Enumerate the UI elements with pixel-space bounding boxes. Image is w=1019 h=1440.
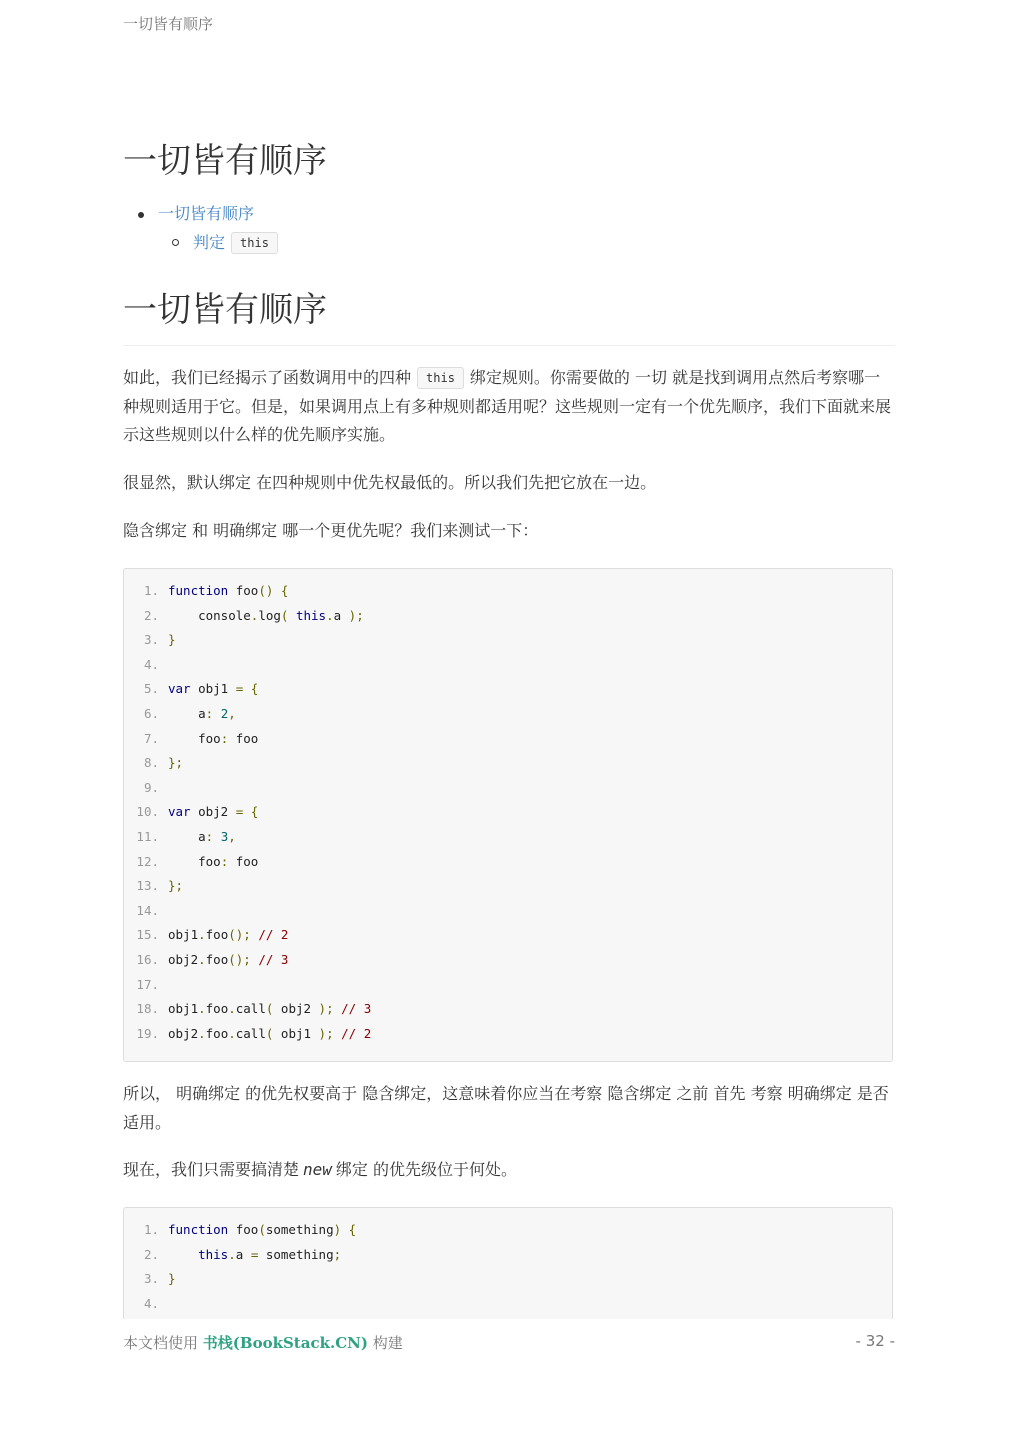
code-token: { (280, 583, 289, 598)
code-token: ( (258, 1222, 266, 1237)
code-token (213, 829, 221, 844)
code-token: var (168, 681, 191, 697)
code-token: 3 (220, 828, 229, 844)
code-token: console (168, 607, 251, 623)
inline-code: this (417, 367, 464, 389)
line-number: 3. (143, 1271, 159, 1287)
code-token (334, 1001, 342, 1016)
code-line (124, 776, 892, 801)
line-number: 8. (143, 755, 159, 771)
toc-subitem (158, 230, 284, 256)
code-token: . (326, 607, 334, 623)
footer-brand-link[interactable]: 书栈(BookStack.CN) (202, 1334, 368, 1352)
code-token: obj1 (273, 1025, 319, 1041)
code-line (124, 604, 892, 629)
code-token: foo (205, 951, 229, 967)
code-token: 2 (220, 705, 229, 721)
code-token: a (235, 1246, 251, 1262)
code-token: obj2 (168, 951, 199, 967)
code-token: : (205, 705, 214, 721)
line-number: 2. (143, 1246, 159, 1262)
code-line (124, 628, 892, 653)
code-line (124, 1267, 892, 1292)
paragraph-conclusion: 所以， 明确绑定 的优先权要高于 隐含绑定，这意味着你应当在考察 隐含绑定 之前 首先 考察 明确绑定 是否适用。 (123, 1084, 889, 1132)
line-number: 14. (136, 902, 159, 918)
code-line (124, 1243, 892, 1268)
line-number: 16. (136, 951, 159, 967)
code-token: = (235, 681, 244, 697)
code-line (124, 1218, 892, 1243)
code-line (124, 923, 892, 948)
line-number: 19. (136, 1025, 159, 1041)
code-token: call (235, 1001, 266, 1017)
code-token: obj2 (168, 1025, 199, 1041)
code-token: a (168, 828, 206, 844)
code-line (124, 653, 892, 678)
paragraph-text: 绑定规则。你需要做的 一切 就是找到调用点然后考察哪一种规则适用于它。但是，如果调用点上有多种规则都适用呢？这些规则一定有一个优先顺序，我们下面就来展示这些规则以什么样的优先顺序实施。 (123, 368, 892, 444)
line-number: 2. (143, 607, 159, 623)
code-token: obj1 (168, 927, 199, 943)
line-number: 17. (136, 976, 159, 992)
line-number: 13. (136, 878, 159, 894)
code-line (124, 948, 892, 973)
code-token: something (265, 1222, 334, 1237)
code-token: . (250, 607, 259, 623)
code-token: foo (205, 1001, 229, 1017)
code-token: () (258, 583, 274, 598)
code-line (124, 825, 892, 850)
code-token: = (235, 804, 244, 820)
code-token: something (258, 1246, 334, 1262)
document-title: 一切皆有顺序 (123, 141, 327, 181)
paragraph-text: 绑定 的优先级位于何处。 (335, 1160, 518, 1179)
line-number: 3. (143, 632, 159, 648)
section-heading: 一切皆有顺序 (123, 288, 895, 346)
paragraph-default-binding: 很显然，默认绑定 在四种规则中优先权最低的。所以我们先把它放在一边。 (123, 473, 657, 492)
code-token: . (198, 927, 206, 943)
code-token: obj1 (190, 681, 236, 697)
code-token: { (250, 804, 259, 820)
code-token: this (295, 607, 327, 623)
line-number: 1. (143, 1222, 159, 1237)
footer-suffix: 构建 (372, 1334, 403, 1352)
code-token: , (228, 828, 236, 844)
inline-code: this (231, 232, 278, 254)
code-token: foo (228, 1222, 259, 1237)
code-token (288, 608, 296, 623)
code-token: foo (168, 730, 221, 746)
toc-item (123, 202, 284, 256)
code-token (334, 1026, 342, 1041)
code-line (124, 677, 892, 702)
code-token: obj1 (168, 1001, 199, 1017)
code-line (124, 850, 892, 875)
code-token: { (250, 681, 259, 697)
line-number: 6. (143, 705, 159, 721)
code-token: call (235, 1025, 266, 1041)
emphasis-new: new (303, 1160, 332, 1179)
paragraph-text: 现在，我们只需要搞清楚 (123, 1160, 300, 1179)
line-number: 15. (136, 927, 159, 943)
code-token: obj2 (190, 804, 236, 820)
code-token: , (228, 705, 236, 721)
code-line (124, 579, 892, 604)
toc-link-determine-this[interactable] (193, 233, 284, 252)
code-token: (); (228, 951, 251, 967)
code-token: } (168, 1271, 176, 1287)
running-header: 一切皆有顺序 (123, 15, 214, 33)
code-token (273, 583, 281, 598)
code-token: // 3 (341, 1001, 372, 1017)
code-line (124, 997, 892, 1022)
code-line (124, 899, 892, 924)
line-number: 5. (143, 681, 159, 697)
code-token: ( (265, 1001, 274, 1017)
code-token: = (250, 1246, 259, 1262)
code-token (168, 1247, 198, 1262)
footer-prefix: 本文档使用 (123, 1334, 199, 1352)
paragraph-intro (123, 364, 895, 450)
code-block-1 (123, 568, 893, 1062)
toc-link-label: 判定 (193, 233, 226, 252)
code-token: log (258, 607, 281, 623)
code-token: var (168, 804, 191, 820)
code-token: this (198, 1246, 229, 1262)
code-token (341, 1222, 349, 1237)
code-line (124, 800, 892, 825)
code-token: a (168, 705, 206, 721)
toc-link-order[interactable]: 一切皆有顺序 (158, 204, 255, 223)
code-token: foo (205, 1025, 229, 1041)
page-number: - 32 - (855, 1332, 895, 1350)
code-token: . (228, 1025, 236, 1041)
code-block-2 (123, 1207, 893, 1319)
code-token: ; (333, 1246, 342, 1262)
code-token: foo (228, 583, 259, 598)
code-token: // 2 (258, 927, 289, 943)
code-token: function (168, 1222, 229, 1237)
line-number: 12. (136, 853, 159, 869)
code-token: ( (280, 607, 289, 623)
code-line (124, 702, 892, 727)
paragraph-question: 隐含绑定 和 明确绑定 哪一个更优先呢？我们来测试一下： (123, 521, 539, 540)
code-token: : (220, 730, 229, 746)
paragraph-new-binding (123, 1156, 895, 1185)
code-line (124, 1292, 892, 1317)
line-number: 7. (143, 730, 159, 746)
table-of-contents (123, 202, 284, 256)
code-token: ); (348, 607, 364, 623)
code-token: : (205, 828, 214, 844)
line-number: 18. (136, 1001, 159, 1017)
code-token (243, 804, 251, 819)
code-line (124, 1022, 892, 1047)
code-token: (); (228, 927, 251, 943)
code-token: // 3 (258, 951, 289, 967)
paragraph-text: 如此，我们已经揭示了函数调用中的四种 (123, 368, 412, 387)
code-token: { (348, 1222, 357, 1237)
line-number: 1. (143, 583, 159, 598)
code-token: . (228, 1001, 236, 1017)
code-line (124, 727, 892, 752)
code-token: obj2 (273, 1001, 319, 1017)
code-token: . (198, 1025, 206, 1041)
line-number: 10. (136, 804, 159, 820)
line-number: 9. (143, 779, 159, 795)
code-token: foo (228, 853, 259, 869)
code-token: foo (168, 853, 221, 869)
code-token: ( (265, 1025, 274, 1041)
code-token: }; (168, 755, 184, 771)
code-token: ); (318, 1025, 334, 1041)
code-token (243, 681, 251, 696)
code-token: } (168, 632, 176, 648)
line-number: 11. (136, 828, 159, 844)
code-token: : (220, 853, 229, 869)
code-token: foo (228, 730, 259, 746)
code-token: ) (333, 1222, 342, 1237)
line-number: 4. (143, 656, 159, 672)
code-token: foo (205, 927, 229, 943)
code-line (124, 973, 892, 998)
code-token: . (198, 951, 206, 967)
code-token (213, 706, 221, 721)
code-token: ); (318, 1001, 334, 1017)
footer-credit (123, 1332, 403, 1353)
code-token: function (168, 583, 229, 598)
code-token: . (228, 1246, 236, 1262)
code-token: }; (168, 878, 184, 894)
code-token: // 2 (341, 1025, 372, 1041)
code-token: a (333, 607, 349, 623)
code-token: . (198, 1001, 206, 1017)
code-line (124, 874, 892, 899)
line-number: 4. (143, 1295, 159, 1311)
code-line (124, 751, 892, 776)
